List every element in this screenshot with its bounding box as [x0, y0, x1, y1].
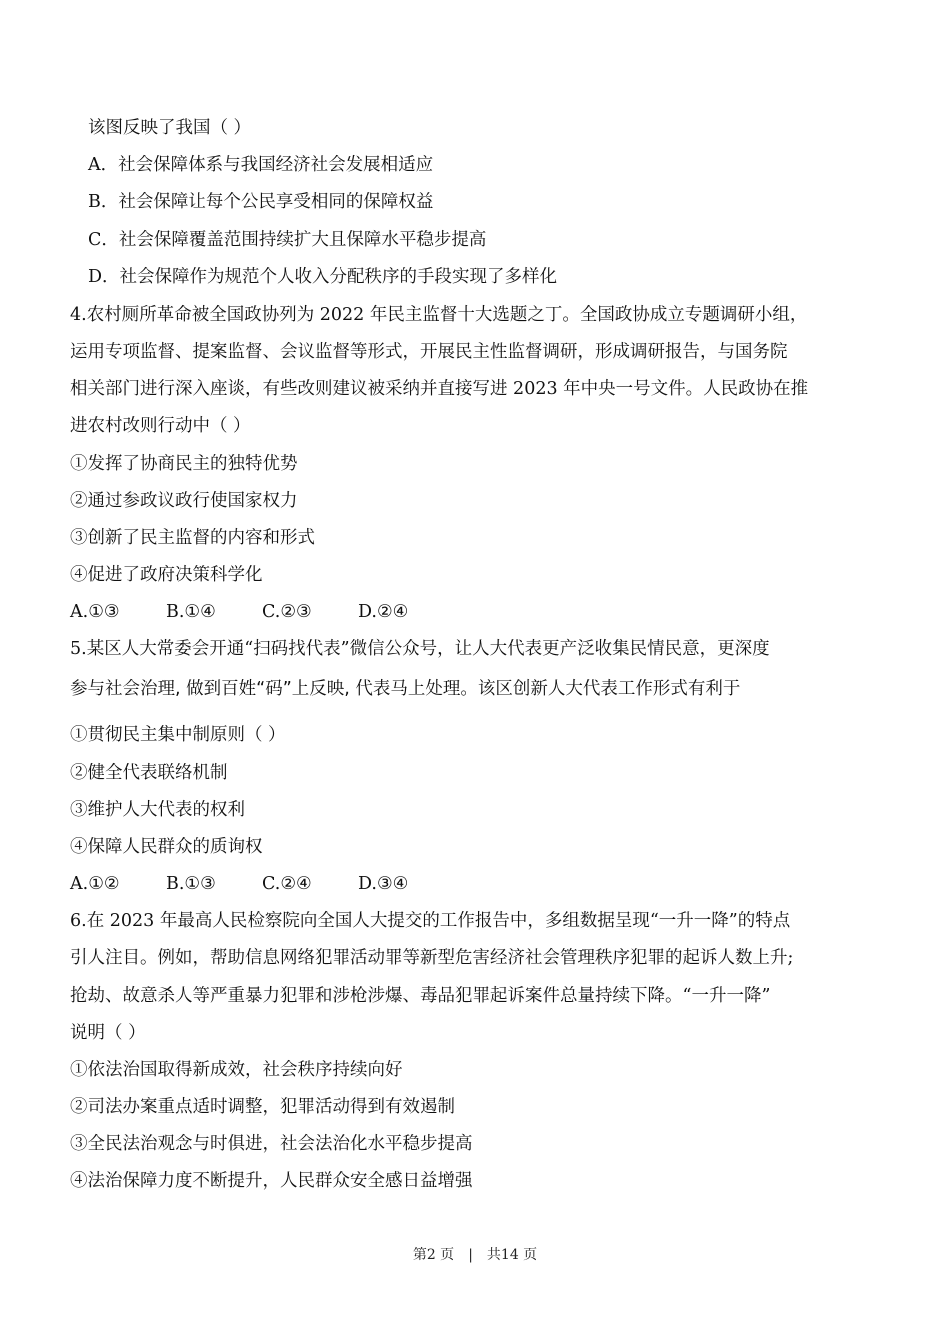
q4-choice-b: B.①④ [166, 602, 216, 622]
q5-stem-line: 5.某区人大常委会开通“扫码找代表”微信公众号，让人大代表更产泛收集民情民意，更深度 [70, 639, 770, 659]
q6-stem-line: 6.在 2023 年最高人民检察院向全国人大提交的工作报告中，多组数据呈现“一升一降”的特点 [70, 911, 791, 931]
q4-item: ②通过参政议政行使国家权力 [70, 491, 298, 511]
q5-item: ①贯彻民主集中制原则（ ） [70, 725, 286, 745]
q5-choice-b: B.①③ [166, 874, 216, 894]
q4-item: ④促进了政府决策科学化 [70, 565, 263, 585]
q5-choice-c: C.②④ [262, 874, 312, 894]
q6-stem-line: 引人注目。例如，帮助信息网络犯罪活动罪等新型危害经济社会管理秩序犯罪的起诉人数上升; [70, 948, 794, 968]
q6-item: ④法治保障力度不断提升，人民群众安全感日益增强 [70, 1171, 473, 1191]
q4-choice-d: D.②④ [358, 602, 409, 622]
q4-item: ①发挥了协商民主的独特优势 [70, 454, 298, 474]
q3-option-b: B．社会保障让每个公民享受相同的保障权益 [88, 192, 434, 212]
q4-item: ③创新了民主监督的内容和形式 [70, 528, 315, 548]
page-number: 第2 页 [412, 1247, 455, 1263]
q4-choice-c: C.②③ [262, 602, 312, 622]
q4-stem-line: 4.农村厕所革命被全国政协列为 2022 年民主监督十大选题之丁。全国政协成立专题调研小组， [70, 305, 808, 325]
q6-item: ②司法办案重点适时调整，犯罪活动得到有效遏制 [70, 1097, 455, 1117]
q5-item: ②健全代表联络机制 [70, 763, 228, 783]
q5-choices [70, 872, 408, 896]
q5-item: ③维护人大代表的权利 [70, 800, 245, 820]
q3-option-c: C．社会保障覆盖范围持续扩大且保障水平稳步提高 [88, 230, 487, 250]
q6-item: ①依法治国取得新成效，社会秩序持续向好 [70, 1060, 403, 1080]
q4-choice-a: A.①③ [70, 602, 120, 622]
q4-stem-line: 相关部门进行深入座谈，有些改则建议被采纳并直接写进 2023 年中央一号文件。人民政协在推 [70, 379, 809, 399]
q5-choice-a: A.①② [70, 874, 120, 894]
q5-choice-d: D.③④ [358, 874, 409, 894]
q3-option-d: D．社会保障作为规范个人收入分配秩序的手段实现了多样化 [88, 267, 558, 287]
page-total: 共14 页 [486, 1247, 538, 1263]
q5-stem-line: 参与社会治理, 做到百姓“码”上反映, 代表马上处理。该区创新人大代表工作形式有利于 [70, 679, 741, 699]
q6-item: ③全民法治观念与时俱进，社会法治化水平稳步提高 [70, 1134, 473, 1154]
q3-stem-tail: 该图反映了我国（ ） [88, 118, 252, 138]
footer-separator: | [468, 1247, 473, 1263]
q3-option-a: A．社会保障体系与我国经济社会发展相适应 [88, 155, 434, 175]
q4-stem-line: 进农村改则行动中（ ） [70, 416, 251, 436]
page-footer [0, 1244, 950, 1264]
q4-stem-line: 运用专项监督、提案监督、会议监督等形式，开展民主性监督调研，形成调研报告，与国务院 [70, 342, 788, 362]
q4-choices [70, 600, 408, 624]
q6-stem-line: 抢劫、故意杀人等严重暴力犯罪和涉枪涉爆、毒品犯罪起诉案件总量持续下降。“一升一降” [70, 986, 771, 1006]
q5-item: ④保障人民群众的质询权 [70, 837, 263, 857]
q6-stem-line: 说明（ ） [70, 1023, 146, 1043]
